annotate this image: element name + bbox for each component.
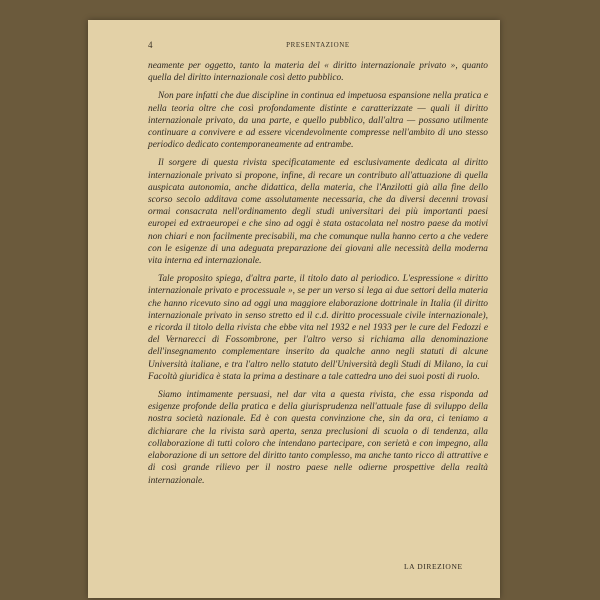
document-page bbox=[88, 20, 500, 598]
paragraph: Il sorgere di questa rivista specificatamente ed esclusivamente dedicata al diritto internazionale privato si propone, infine, di recare un contributo all'attuazione di quella auspicata autonomia, anche didattica, della materia, che l'Anzilotti già alla fine dello scorso secolo additava come assolutamente necessaria, che da diversi decenni trovasi ormai consacrata nell'ordinamento degli studi universitari dei più importanti paesi europei ed extraeuropei e che sino ad oggi è stata ostacolata nel nostro paese da motivi non chiari e non facilmente precisabili, ma che comunque nulla hanno certo a che vedere con le esigenze di una adeguata preparazione dei giovani alle necessità della moderna vita interna ed internazionale. bbox=[148, 158, 488, 267]
page-header bbox=[148, 40, 488, 52]
paragraph: neamente per oggetto, tanto la materia del « diritto internazionale privato », quanto quella del diritto internazionale così detto pubblico. bbox=[148, 61, 488, 84]
paragraph: Tale proposito spiega, d'altra parte, il titolo dato al periodico. L'espressione « diritto internazionale privato e processuale », se per un verso si lega ai due settori della materia che hanno ricevuto sino ad oggi una maggiore elaborazione dottrinale in Italia (il diritto internazionale privato in senso stretto ed il c.d. diritto processuale civile internazionale), e ricorda il titolo della rivista che ebbe vita nel 1932 e nel 1933 per le cure del Fedozzi e del Vernarecci di Fossombrone, per l'altro verso si richiama alla denominazione dell'insegnamento complementare inserito da qualche anno negli statuti di alcune Università italiane, e tra l'altro nello statuto dell'Università degli Studi di Milano, la cui Facoltà giuridica è stata la prima a destinare a tale cattedra uno dei suoi posti di ruolo. bbox=[148, 274, 488, 382]
page-number: 4 bbox=[148, 40, 153, 50]
signature: LA DIREZIONE bbox=[404, 562, 463, 571]
paragraph: Siamo intimamente persuasi, nel dar vita a questa rivista, che essa risponda ad esigenze profonde della pratica e della giurisprudenza nell'attuale fase di sviluppo della nostra società nazionale. Ed è con questa convinzione che, sin da ora, ci teniamo a dichiarare che la rivista sarà aperta, senza preclusioni di scuola o di tendenza, alla collaborazione di tutti coloro che intendano partecipare, con serietà e con impegno, alla elaborazione di un settore del diritto tanto complesso, ma anche tanto ricco di attrattive e di così grande rilievo per il nostro paese nelle odierne prospettive della realtà internazionale. bbox=[148, 390, 488, 486]
paragraph: Non pare infatti che due discipline in continua ed impetuosa espansione nella pratica e nella teoria oltre che così profondamente distinte e caratterizzate — quali il diritto internazionale privato, da una parte, e quello pubblico, dall'altra — possano utilmente continuare a convivere e ad essere vicendevolmente compresse nell'ambito di uno stesso periodico dedicato contemporaneamente ad entrambe. bbox=[148, 91, 488, 151]
body-text bbox=[148, 60, 488, 493]
running-head: PRESENTAZIONE bbox=[286, 41, 350, 49]
